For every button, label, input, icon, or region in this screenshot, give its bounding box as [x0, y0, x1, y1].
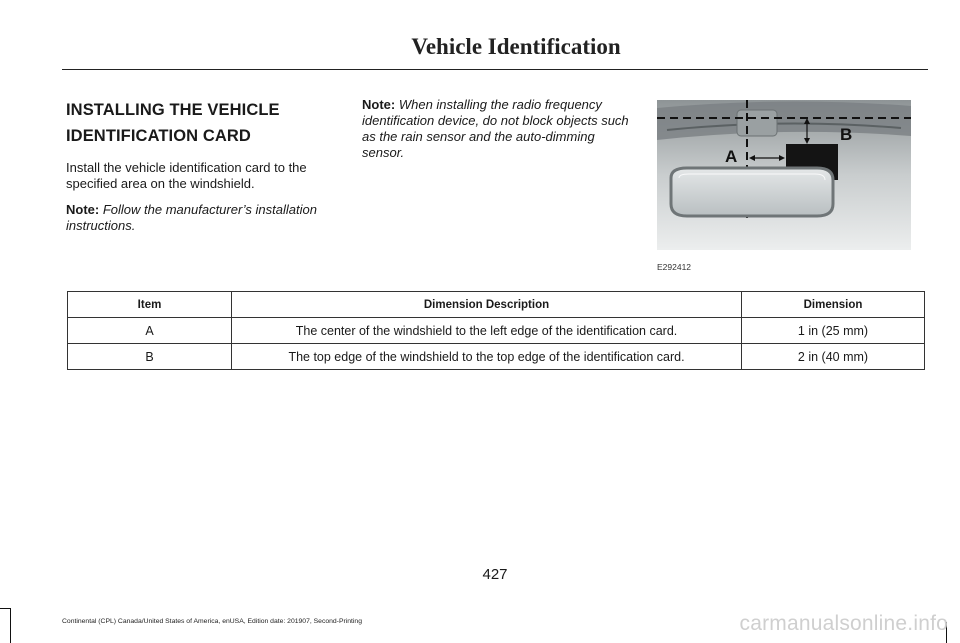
cell-dimension: 2 in (40 mm) — [742, 344, 925, 370]
page-title: Vehicle Identification — [411, 34, 621, 59]
section-heading-line1: INSTALLING THE VEHICLE — [66, 101, 280, 119]
header-rule — [62, 69, 928, 70]
cell-item: A — [68, 318, 232, 344]
section-heading-line2: IDENTIFICATION CARD — [66, 127, 251, 145]
rearview-mirror — [671, 168, 833, 216]
table-header-row — [68, 292, 925, 318]
left-column — [66, 97, 346, 234]
middle-column — [362, 97, 630, 161]
mirror-mount — [737, 110, 777, 136]
table-row — [68, 318, 925, 344]
cell-description: The center of the windshield to the left edge of the identification card. — [232, 318, 742, 344]
page-number: 427 — [482, 566, 508, 583]
install-instruction: Install the vehicle identification card to the specified area on the windshield. — [66, 160, 307, 191]
cell-dimension: 1 in (25 mm) — [742, 318, 925, 344]
cell-description: The top edge of the windshield to the top edge of the identification card. — [232, 344, 742, 370]
label-a: A — [725, 147, 738, 166]
windshield-diagram — [657, 100, 911, 250]
header-description: Dimension Description — [232, 292, 742, 318]
cell-item: B — [68, 344, 232, 370]
note-label: Note: — [362, 97, 396, 112]
header-dimension: Dimension — [742, 292, 925, 318]
crop-mark — [10, 608, 11, 643]
table-row — [68, 344, 925, 370]
note-label: Note: — [66, 202, 100, 217]
crop-mark — [0, 608, 10, 609]
figure-code: E292412 — [657, 262, 692, 272]
note-text: When installing the radio frequency identification device, do not block objects such as the rain sensor and the auto-dimming sensor. — [362, 97, 629, 160]
watermark: carmanualsonline.info — [739, 612, 948, 635]
dimension-table — [67, 291, 925, 370]
section-heading — [66, 97, 346, 149]
header-item: Item — [68, 292, 232, 318]
label-b: B — [840, 125, 853, 144]
note-text: Follow the manufacturer’s installation instructions. — [66, 202, 317, 233]
note-manufacturer — [66, 202, 346, 234]
edition-footer: Continental (CPL) Canada/United States of America, enUSA, Edition date: 201907, Second-Printing — [62, 618, 362, 625]
note-rfid — [362, 97, 630, 161]
